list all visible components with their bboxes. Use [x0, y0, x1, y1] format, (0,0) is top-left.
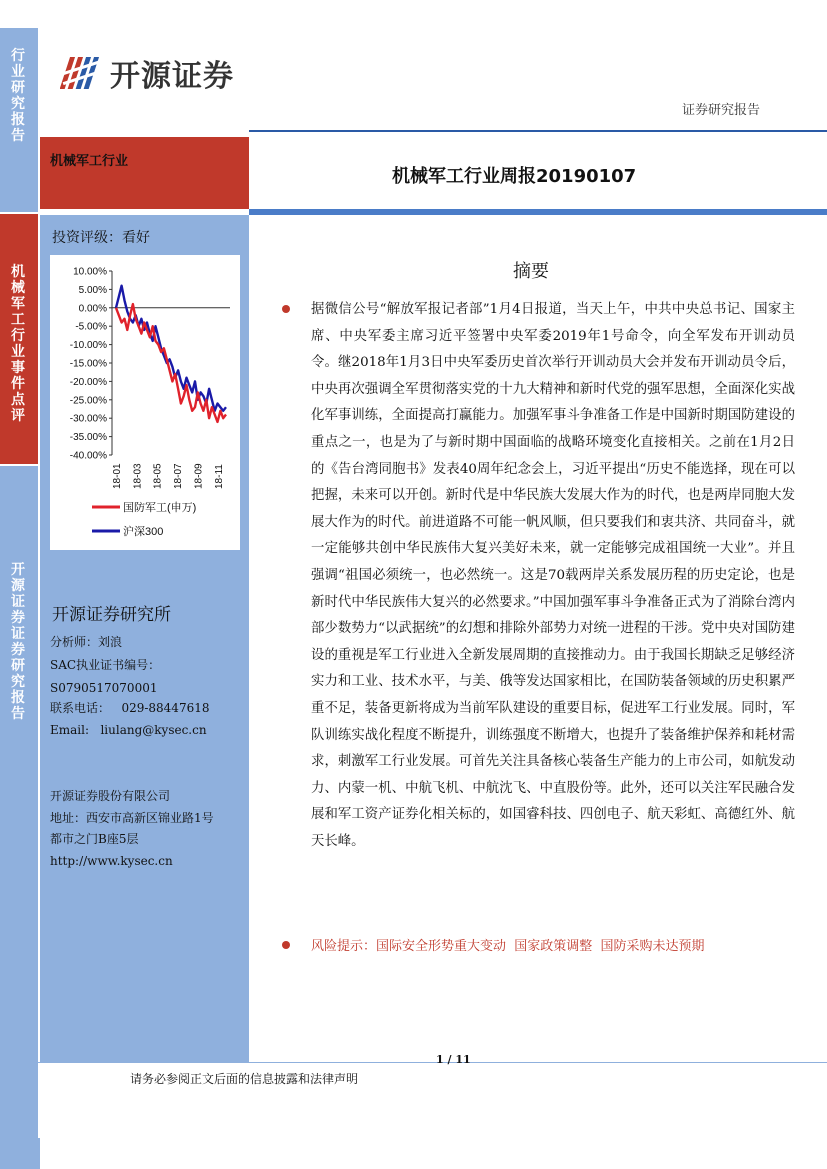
legend-label: 沪深300: [123, 526, 164, 538]
y-tick-label: -40.00%: [69, 450, 107, 462]
investment-rating: 投资评级：看好: [52, 230, 150, 246]
performance-chart-svg: [50, 255, 240, 550]
left-strip-mid-label: 机械军工行业事件点评: [11, 264, 25, 424]
footer-disclaimer: 请务必参阅正文后面的信息披露和法律声明: [130, 1072, 359, 1086]
x-tick-label: 18-03: [132, 463, 144, 489]
bullet-icon: [282, 941, 290, 949]
report-title: 机械军工行业周报20190107: [392, 166, 637, 187]
x-tick-label: 18-05: [152, 463, 164, 489]
legend-label: 国防军工(申万): [123, 502, 197, 514]
y-tick-label: -25.00%: [69, 395, 107, 407]
contact-email[interactable]: Email: liulang@kysec.cn: [50, 723, 207, 737]
sac-label: SAC执业证书编号：: [50, 658, 161, 672]
company-website[interactable]: http://www.kysec.cn: [50, 854, 173, 868]
footer-divider: [38, 1062, 827, 1063]
company-address-line-2: 都市之门B座5层: [50, 832, 139, 846]
summary-heading: 摘要: [513, 261, 549, 282]
left-strip-bottom-label: 开源证券证券研究报告: [11, 562, 25, 722]
summary-paragraph: 据微信公号“解放军报记者部”1月4日报道，当天上午，中共中央总书记、国家主席、中央军委主席习近平签署中央军委2019年1号命令，向全军发布开训动员令。继2018年1月3日中央军委历史首次举行开训动员大会并发布开训动员令后，中央再次强调全军贯彻落实党的十九大精神和新时代党的强军思想，全面深化实战化军事训练，全面提高打赢能力。加强军事斗争准备工作是中国新时期国防建设的重点之一，也是为了与新时期中国面临的战略环境变化直接相关。之前在1月2日的《告台湾同胞书》发表40周年纪念会上，习近平提出“历史不能选择，现在可以把握，未来可以开创。新时代是中华民族大发展大作为的时代，也是两岸同胞大发展大作为的时代。前进道路不可能一帆风顺，但只要我们和衷共济、共同奋斗，就一定能够共创中华民族伟大复兴美好未来，就一定能够完成祖国统一大业”。并且强调“祖国必须统一，也必然统一。这是70载两岸关系发展历程的历史定论，也是新时代中华民族伟大复兴的必然要求。”中国加强军事斗争准备正式为了消除台湾内部少数势力“以武据统”的幻想和排除外部势力对统一进程的干涉。党中央对国防建设的重视是军工行业进入全新发展周期的直接推动力。由于我国长期缺乏足够经济实力和工业、技术水平，与美、俄等发达国家相比，在国防装备领域的历史积累严重不足，装备更新将成为当前军队建设的重要目标，促进军工行业发展。同时，军队训练实战化程度不断提升，训练强度不断增大，也提升了装备维护保养和耗材需求，刺激军工行业发展。可首先关注具备核心装备生产能力的上市公司，如航发动力、内蒙一机、中航飞机、中航沈飞、中直股份等。此外，还可以关注军民融合发展和军工资产证券化相关标的，如国睿科技、四创电子、航天彩虹、高德红外、航天长峰。: [311, 302, 795, 849]
brand-logo-text: 开源证券: [110, 59, 234, 94]
brand-logo: [60, 48, 260, 98]
company-address-line-1: 地址：西安市高新区锦业路1号: [50, 811, 214, 825]
x-tick-label: 18-11: [213, 464, 225, 489]
left-strip-footer: [0, 1138, 40, 1169]
left-strip-bottom: [0, 466, 38, 1138]
institute-name: 开源证券研究所: [52, 605, 171, 625]
title-rule: [249, 209, 827, 215]
brand-logo-icon: [60, 51, 104, 95]
company-name: 开源证券股份有限公司: [50, 789, 171, 803]
left-strip-middle: [0, 214, 38, 464]
y-tick-label: 10.00%: [73, 266, 107, 278]
y-tick-label: 5.00%: [78, 284, 107, 296]
risk-warning: 风险提示：国际安全形势重大变动 国家政策调整 国防采购未达预期: [311, 939, 705, 954]
y-tick-label: -10.00%: [69, 340, 107, 352]
x-tick-label: 18-09: [193, 463, 205, 489]
report-type-label: 证券研究报告: [682, 103, 761, 118]
x-tick-label: 18-07: [173, 463, 185, 489]
contact-phone: 联系电话： 029-88447618: [50, 701, 210, 715]
left-strip-top: [0, 28, 38, 212]
page-number: 1 / 11: [436, 1053, 471, 1066]
industry-band: [40, 137, 249, 209]
sac-number: S0790517070001: [50, 681, 158, 695]
analyst-name: 分析师：刘浪: [50, 635, 123, 649]
y-tick-label: -20.00%: [69, 376, 107, 388]
y-tick-label: -15.00%: [69, 358, 107, 370]
header-divider: [249, 130, 827, 132]
x-tick-label: 18-01: [112, 463, 123, 489]
industry-tag: 机械军工行业: [50, 154, 129, 169]
performance-chart: [50, 255, 240, 550]
y-tick-label: -35.00%: [69, 432, 107, 444]
bullet-icon: [282, 305, 290, 313]
y-tick-label: 0.00%: [78, 303, 107, 315]
left-strip-top-label: 行业研究报告: [11, 48, 25, 144]
y-tick-label: -30.00%: [69, 413, 107, 425]
y-tick-label: -5.00%: [75, 321, 107, 333]
